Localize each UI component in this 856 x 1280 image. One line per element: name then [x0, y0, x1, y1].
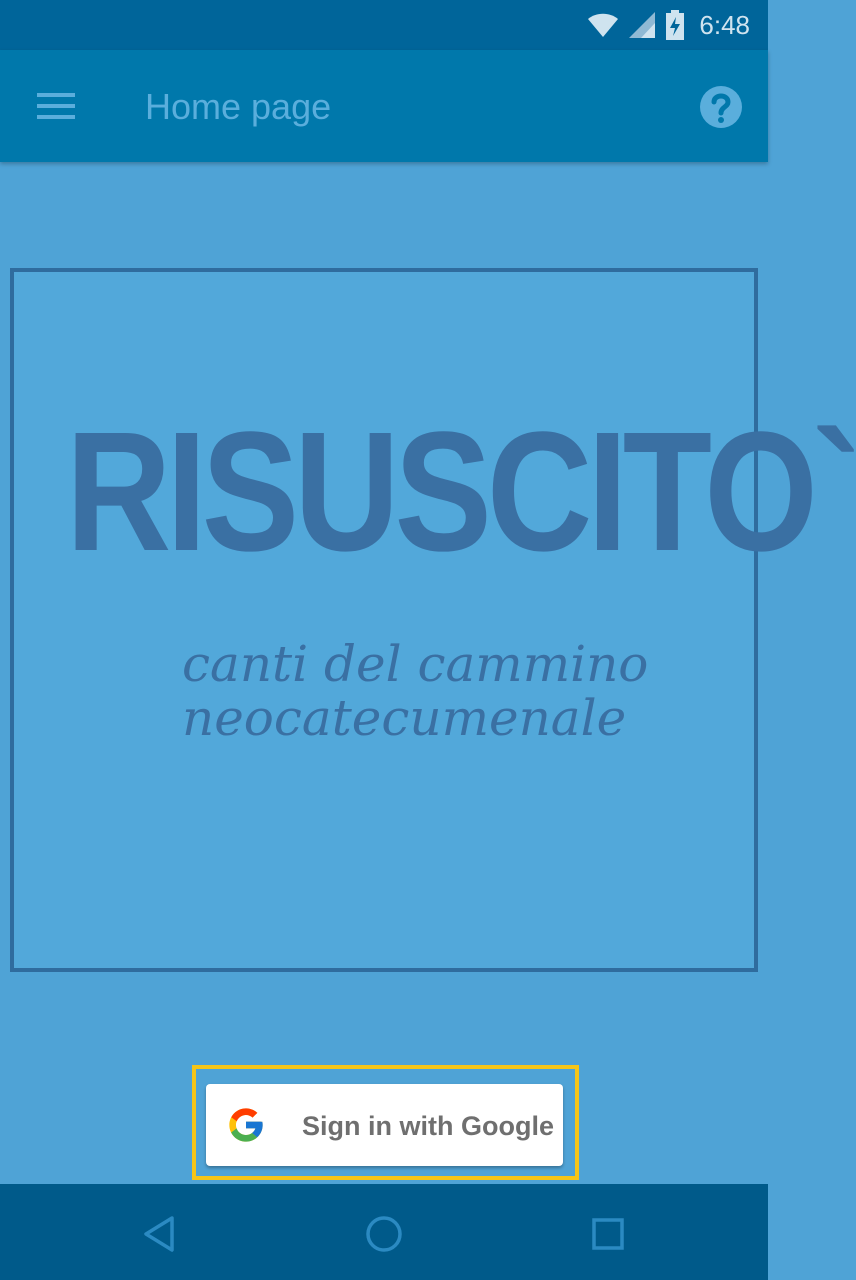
- hamburger-menu-icon[interactable]: [28, 80, 84, 132]
- back-icon[interactable]: [138, 1212, 182, 1256]
- logo-title: RISUSCITO`: [65, 397, 856, 587]
- home-icon[interactable]: [362, 1212, 406, 1256]
- logo-subtitle-line2: neocatecumenale: [182, 689, 627, 747]
- system-nav-bar: [0, 1184, 768, 1280]
- logo-subtitle-line1: canti del cammino: [182, 635, 649, 693]
- google-signin-label: Sign in with Google: [302, 1111, 554, 1141]
- status-bar: [0, 0, 768, 50]
- page-title: Home page: [145, 86, 332, 127]
- google-logo-icon: [226, 1105, 266, 1145]
- wifi-icon: [588, 12, 618, 38]
- help-icon[interactable]: [698, 84, 744, 130]
- logo-subtitle: [182, 637, 648, 745]
- recent-apps-icon[interactable]: [586, 1212, 630, 1256]
- logo-image: [10, 268, 856, 972]
- google-signin-button[interactable]: [206, 1084, 563, 1166]
- status-time: 6:48: [699, 10, 750, 40]
- app-bar: [0, 50, 768, 162]
- status-icons: [588, 10, 684, 40]
- battery-charging-icon: [666, 10, 684, 40]
- cell-signal-icon: [628, 11, 656, 39]
